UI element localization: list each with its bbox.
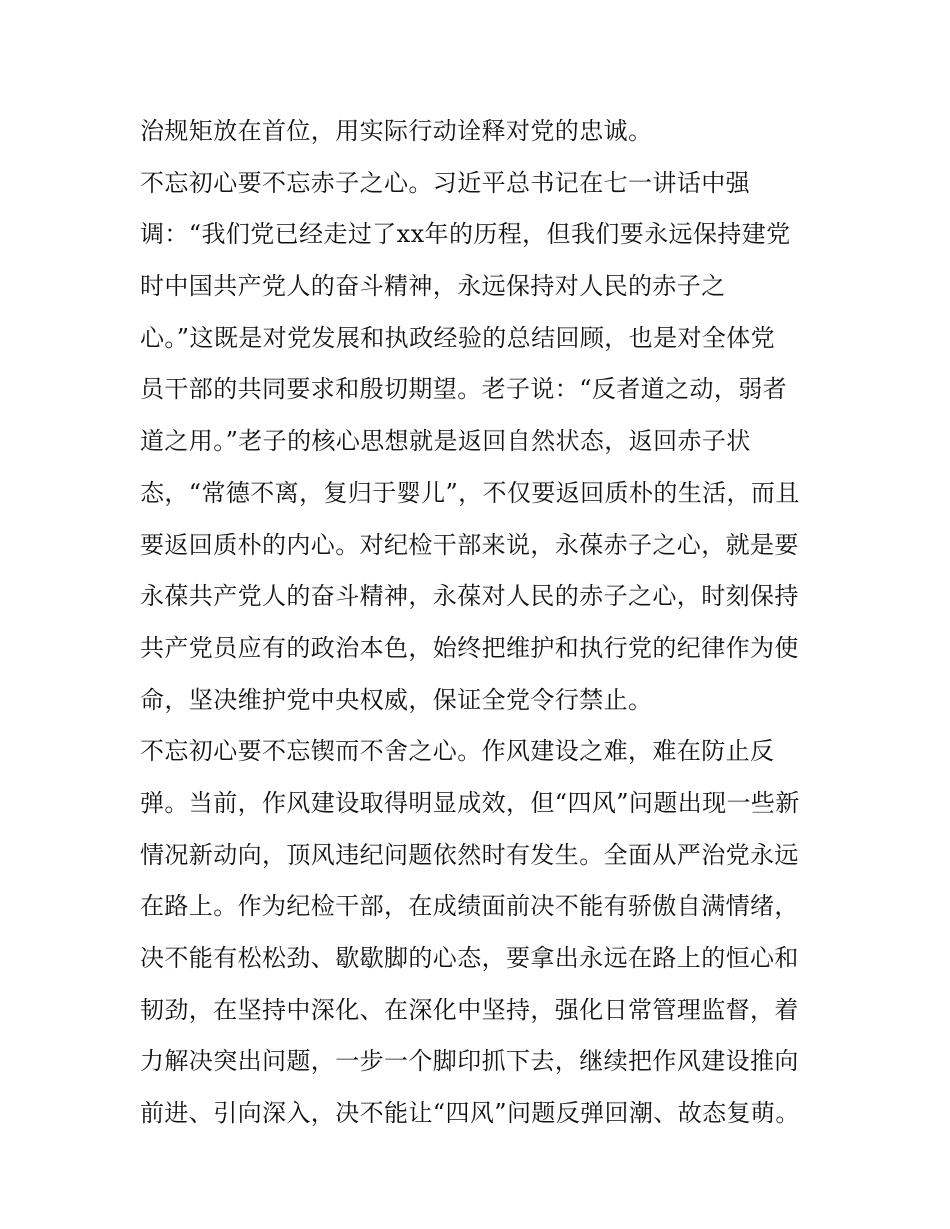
text-line: 共产党员应有的政治本色，始终把维护和执行党的纪律作为使 bbox=[140, 633, 799, 662]
text-line: 力解决突出问题，一步一个脚印抓下去，继续把作风建设推向 bbox=[140, 1047, 799, 1076]
text-line: 决不能有松松劲、歇歇脚的心态，要拿出永远在路上的恒心和 bbox=[140, 944, 799, 972]
text-line: 不忘初心要不忘赤子之心。习近平总书记在七一讲话中强 bbox=[140, 168, 750, 197]
text-line: 弹。当前，作风建设取得明显成效，但“四风”问题出现一些新 bbox=[140, 788, 800, 817]
text-line: 道之用。”老子的核心思想就是返回自然状态，返回赤子状 bbox=[140, 427, 751, 456]
text-line: 治规矩放在首位，用实际行动诠释对党的忠诚。 bbox=[140, 117, 653, 145]
text-line: 情况新动向，顶风违纪问题依然时有发生。全面从严治党永远 bbox=[140, 840, 799, 869]
text-line: 心。”这既是对党发展和执政经验的总结回顾，也是对全体党 bbox=[140, 323, 776, 352]
text-line: 命，坚决维护党中央权威，保证全党令行禁止。 bbox=[140, 685, 653, 714]
text-line: 要返回质朴的内心。对纪检干部来说，永葆赤子之心，就是要 bbox=[140, 530, 799, 559]
text-line: 永葆共产党人的奋斗精神，永葆对人民的赤子之心，时刻保持 bbox=[140, 582, 799, 611]
text-line: 在路上。作为纪检干部，在成绩面前决不能有骄傲自满情绪， bbox=[140, 892, 799, 921]
text-line: 时中国共产党人的奋斗精神，永远保持对人民的赤子之 bbox=[140, 272, 726, 301]
body-text bbox=[140, 106, 820, 1140]
text-line: 不忘初心要不忘锲而不舍之心。作风建设之难，难在防止反 bbox=[140, 737, 775, 766]
text-line: 韧劲，在坚持中深化、在深化中坚持，强化日常管理监督，着 bbox=[140, 995, 799, 1024]
text-line: 态，“常德不离，复归于婴儿”，不仅要返回质朴的生活，而且 bbox=[140, 478, 800, 507]
text-line: 前进、引向深入，决不能让“四风”问题反弹回潮、故态复萌。 bbox=[140, 1099, 800, 1128]
text-line: 调：“我们党已经走过了xx年的历程，但我们要永远保持建党 bbox=[140, 220, 791, 249]
text-line: 员干部的共同要求和殷切期望。老子说：“反者道之动，弱者 bbox=[140, 375, 788, 404]
